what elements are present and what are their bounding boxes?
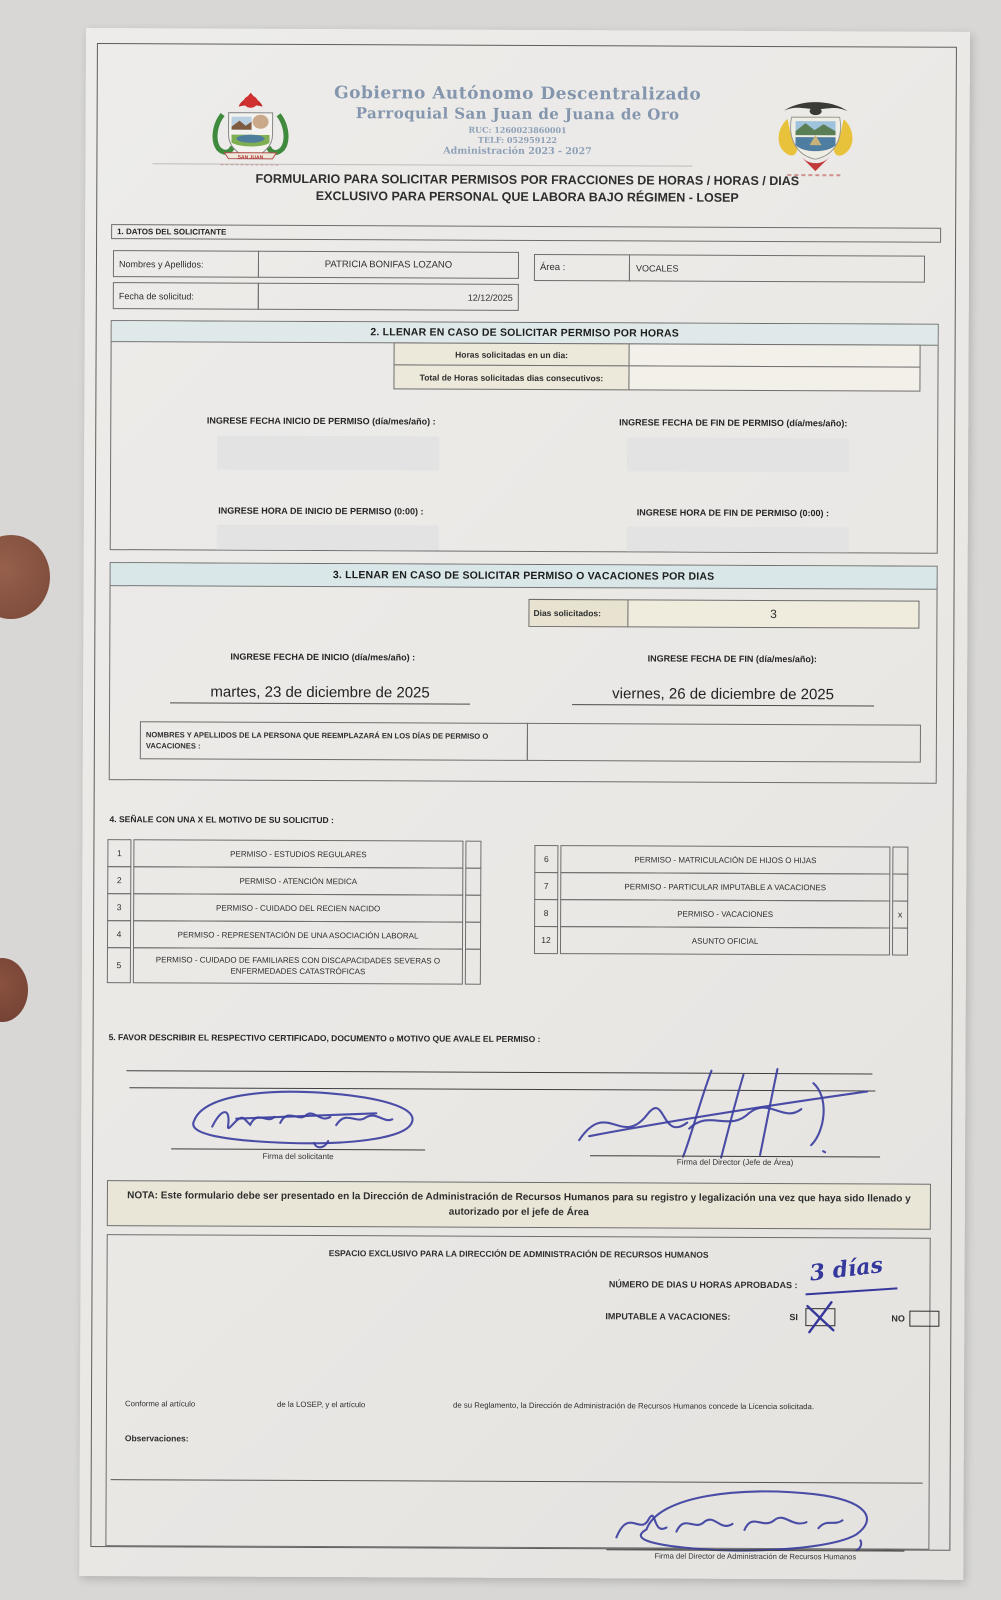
nota-text: Este formulario debe ser presentado en la Dirección de Administración de Recursos Humanos para su registro y legalización una vez que haya sido llenado y autorizado por el jefe de Área [160, 1189, 911, 1219]
nota-box [107, 1180, 931, 1230]
fecha-inicio-value[interactable]: martes, 23 de diciembre de 2025 [170, 675, 470, 704]
svg-text:SAN JUAN: SAN JUAN [237, 154, 264, 161]
firma-director-caption: Firma del Director (Jefe de Área) [676, 1157, 794, 1168]
motive-label: PERMISO - CUIDADO DE FAMILIARES CON DISCAPACIDADES SEVERAS O ENFERMEDADES CATASTRÓFICAS [133, 947, 463, 984]
motive-checkbox[interactable] [465, 922, 481, 950]
hora-inicio-permiso-label: INGRESE HORA DE INICIO DE PERMISO (0:00) : [218, 505, 424, 517]
motive-checkbox-vacaciones[interactable]: x [892, 901, 908, 929]
imputable-label: IMPUTABLE A VACACIONES: [605, 1311, 731, 1322]
reemplazo-label: NOMBRES Y APELLIDOS DE LA PERSONA QUE REEMPLAZARÁ EN LOS DÍAS DE PERMISO O VACACIONES : [140, 721, 528, 761]
motive-label: PERMISO - CUIDADO DEL RECIEN NACIDO [133, 893, 463, 922]
motive-num: 12 [534, 926, 558, 954]
fecha-solicitud-label: Fecha de solicitud: [113, 282, 259, 310]
motive-label: PERMISO - ATENCIÓN MEDICA [133, 866, 463, 895]
org-ruc: RUC: 1260023860001 [468, 124, 567, 136]
section4-heading: 4. SEÑALE CON UNA X EL MOTIVO DE SU SOLICITUD : [109, 814, 334, 826]
rrhh-heading: ESPACIO EXCLUSIVO PARA LA DIRECCIÓN DE ADMINISTRACIÓN DE RECURSOS HUMANOS [328, 1248, 709, 1260]
motive-label: PERMISO - ESTUDIOS REGULARES [133, 839, 463, 868]
signature-director [571, 1064, 876, 1159]
si-label: SI [789, 1312, 798, 1323]
section2-heading: 2. LLENAR EN CASO DE SOLICITAR PERMISO POR HORAS [112, 321, 938, 346]
section1-heading: 1. DATOS DEL SOLICITANTE [117, 227, 227, 237]
motives-table-right [534, 846, 908, 956]
fecha-fin-permiso-field[interactable] [627, 437, 849, 472]
form-title-line2: EXCLUSIVO PARA PERSONAL QUE LABORA BAJO RÉGIMEN - LOSEP [315, 189, 739, 205]
motive-row [534, 845, 908, 875]
observaciones-label: Observaciones: [124, 1433, 189, 1444]
motive-label: ASUNTO OFICIAL [560, 926, 890, 955]
total-horas-label: Total de Horas solicitadas dias consecutivos: [393, 364, 629, 390]
signature-solicitante-line [171, 1148, 425, 1150]
motive-num: 6 [534, 845, 558, 873]
dias-aprobadas-label: NÚMERO DE DIAS U HORAS APROBADAS : [608, 1279, 798, 1291]
horas-dia-label: Horas solicitadas en un dia: [394, 342, 630, 366]
hora-inicio-permiso-field[interactable] [217, 525, 439, 551]
conforme-reglamento-label: de su Reglamento, la Dirección de Administración de Recursos Humanos concede la Licencia solicitada. [452, 1400, 815, 1412]
motive-num: 5 [107, 947, 131, 983]
motive-row [107, 920, 481, 950]
section1-heading-bar [111, 224, 941, 243]
section3-heading: 3. LLENAR EN CASO DE SOLICITAR PERMISO O VACACIONES POR DIAS [111, 563, 937, 590]
motive-checkbox[interactable] [465, 841, 481, 869]
rrhh-box [105, 1234, 930, 1562]
section5-heading: 5. FAVOR DESCRIBIR EL RESPECTIVO CERTIFICADO, DOCUMENTO o MOTIVO QUE AVALE EL PERMISO : [108, 1032, 541, 1044]
motive-label: PERMISO - VACACIONES [560, 899, 890, 928]
motive-row [534, 872, 908, 902]
motive-row [534, 926, 908, 956]
signature-solicitante [178, 1084, 428, 1149]
motive-checkbox[interactable] [465, 868, 481, 896]
nota-text-block [124, 1188, 913, 1222]
hora-fin-permiso-label: INGRESE HORA DE FIN DE PERMISO (0:00) : [636, 507, 830, 519]
dias-solicitados-label: Dias solicitados: [528, 599, 628, 627]
photo-artifact-blob-bottom [0, 958, 28, 1022]
signature-rrhh-director [588, 1483, 896, 1554]
motive-num: 2 [107, 866, 131, 894]
dias-aprobadas-handwritten-value[interactable]: 3 días [808, 1252, 885, 1287]
fecha-fin-permiso-label: INGRESE FECHA DE FIN DE PERMISO (día/mes/año): [619, 417, 848, 429]
area-label: Área : [534, 254, 630, 281]
motive-checkbox[interactable] [465, 895, 481, 923]
conforme-losep-label: de la LOSEP, y el artículo [276, 1399, 366, 1410]
ecuador-coat-of-arms-logo [765, 97, 865, 181]
no-label: NO [891, 1313, 905, 1324]
section2-box [110, 320, 939, 554]
motive-row [107, 839, 481, 869]
observaciones-line[interactable] [111, 1479, 923, 1484]
photo-artifact-blob-top [0, 535, 50, 619]
area-field[interactable]: VOCALES [629, 254, 925, 282]
fecha-inicio-permiso-field[interactable] [217, 436, 439, 471]
motive-row [107, 866, 481, 896]
form-title-line1: FORMULARIO PARA SOLICITAR PERMISOS POR FRACCIONES DE HORAS / HORAS / DIAS [255, 171, 800, 189]
horas-dia-field[interactable] [629, 343, 921, 367]
dias-solicitados-field[interactable]: 3 [627, 599, 919, 628]
nota-label: NOTA: [127, 1189, 159, 1201]
motive-checkbox[interactable] [892, 874, 908, 902]
org-telf: TELF: 052959122 [478, 134, 557, 146]
motive-label: PERMISO - PARTICULAR IMPUTABLE A VACACIONES [560, 872, 890, 901]
conforme-articulo-label: Conforme al artículo [124, 1399, 196, 1409]
motive-checkbox[interactable] [892, 847, 908, 875]
motive-row [107, 947, 481, 985]
form-title [137, 171, 917, 205]
fecha-inicio-label: INGRESE FECHA DE INICIO (día/mes/año) : [230, 651, 416, 663]
fecha-solicitud-field[interactable]: 12/12/2025 [258, 283, 519, 311]
org-name-line2: Parroquial San Juan de Juana de Oro [355, 104, 680, 124]
org-admin-period: Administración 2023 - 2027 [443, 145, 592, 158]
form-outer-border [90, 43, 957, 1562]
firma-solicitante-caption: Firma del solicitante [262, 1151, 334, 1162]
no-checkbox[interactable] [909, 1311, 939, 1327]
motive-row [107, 893, 481, 923]
fecha-inicio-permiso-label: INGRESE FECHA INICIO DE PERMISO (día/mes/año) : [206, 415, 436, 427]
motive-num: 4 [107, 920, 131, 948]
motive-num: 3 [107, 893, 131, 921]
motives-table-left [107, 840, 482, 985]
nombres-apellidos-field[interactable]: PATRICIA BONIFAS LOZANO [258, 251, 519, 279]
fecha-fin-label: INGRESE FECHA DE FIN (día/mes/año): [647, 653, 817, 665]
org-header-block [277, 83, 757, 158]
motive-label: PERMISO - REPRESENTACIÓN DE UNA ASOCIACIÓN LABORAL [133, 920, 463, 949]
motive-checkbox[interactable] [892, 928, 908, 956]
motive-checkbox[interactable] [465, 949, 481, 985]
motive-num: 1 [107, 839, 131, 867]
dias-aprobadas-underline [806, 1287, 898, 1295]
motive-num: 7 [534, 872, 558, 900]
nombres-apellidos-label: Nombres y Apellidos: [113, 250, 259, 278]
fecha-fin-value[interactable]: viernes, 26 de diciembre de 2025 [572, 677, 874, 706]
motive-num: 8 [534, 899, 558, 927]
org-name-line1: Gobierno Autónomo Descentralizado [334, 83, 702, 105]
hora-fin-permiso-field[interactable] [627, 526, 849, 552]
total-horas-field[interactable] [628, 365, 920, 391]
scanned-form-page [79, 28, 970, 1580]
si-checkbox-x-mark [799, 1300, 841, 1334]
motive-row [534, 899, 908, 929]
section3-box [109, 562, 938, 784]
motive-label: PERMISO - MATRICULACIÓN DE HIJOS O HIJAS [560, 845, 890, 874]
firma-rrhh-caption: Firma del Director de Administración de Recursos Humanos [654, 1551, 857, 1562]
reemplazo-field[interactable] [527, 723, 921, 763]
